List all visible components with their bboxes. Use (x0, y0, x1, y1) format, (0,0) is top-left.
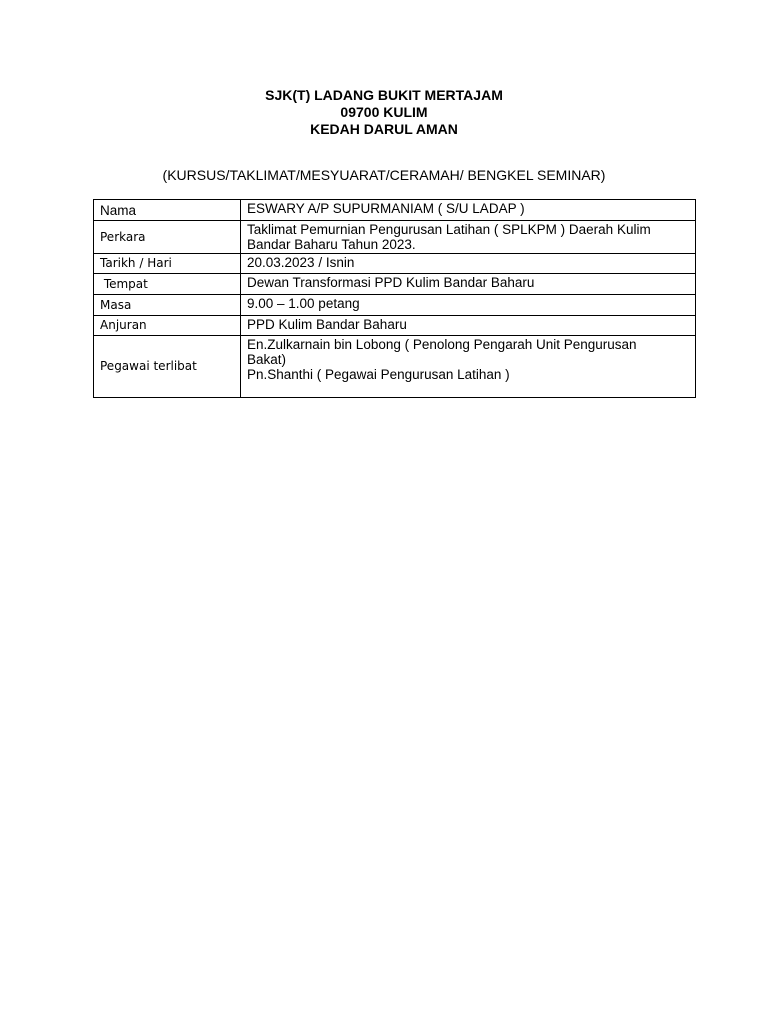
event-type-subtitle: (KURSUS/TAKLIMAT/MESYUARAT/CERAMAH/ BENGKEL SEMINAR) (162, 167, 606, 183)
value-pegawai-line2: Bakat) (247, 352, 287, 367)
table-row-tempat (94, 274, 696, 295)
table-row-masa (94, 295, 696, 316)
label-pegawai: Pegawai terlibat (94, 336, 241, 398)
value-perkara-line2: Bandar Baharu Tahun 2023. (247, 237, 416, 252)
value-pegawai-line1: En.Zulkarnain bin Lobong ( Penolong Pengarah Unit Pengurusan (247, 337, 637, 352)
value-pegawai-line3: Pn.Shanthi ( Pegawai Pengurusan Latihan ) (247, 367, 510, 382)
event-info-table (93, 199, 696, 398)
value-perkara-line1: Taklimat Pemurnian Pengurusan Latihan ( SPLKPM ) Daerah Kulim (247, 222, 651, 237)
value-perkara (241, 221, 696, 254)
school-name: SJK(T) LADANG BUKIT MERTAJAM (265, 87, 503, 103)
value-tempat: Dewan Transformasi PPD Kulim Bandar Baharu (241, 274, 696, 295)
label-anjuran: Anjuran (94, 316, 241, 336)
document-header (0, 87, 768, 138)
value-anjuran: PPD Kulim Bandar Baharu (241, 316, 696, 336)
state-name: KEDAH DARUL AMAN (310, 121, 458, 137)
label-tarikh: Tarikh / Hari (94, 254, 241, 274)
label-nama: Nama (94, 200, 241, 221)
label-tempat: Tempat (94, 274, 241, 295)
label-masa: Masa (94, 295, 241, 316)
table-row-nama (94, 200, 696, 221)
table-row-tarikh (94, 254, 696, 274)
table-row-anjuran (94, 316, 696, 336)
value-pegawai (241, 336, 696, 398)
value-masa: 9.00 – 1.00 petang (241, 295, 696, 316)
value-tarikh: 20.03.2023 / Isnin (241, 254, 696, 274)
postcode-city: 09700 KULIM (340, 104, 428, 120)
table-row-pegawai (94, 336, 696, 398)
label-perkara: Perkara (94, 221, 241, 254)
table-row-perkara (94, 221, 696, 254)
value-nama: ESWARY A/P SUPURMANIAM ( S/U LADAP ) (241, 200, 696, 221)
